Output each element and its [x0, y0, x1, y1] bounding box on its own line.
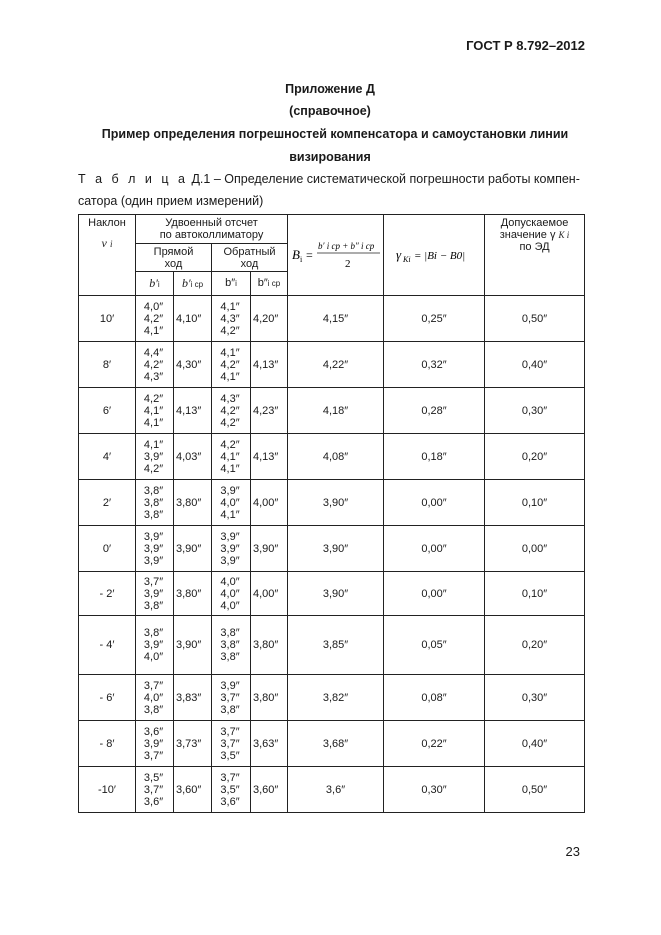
reading-value: 4,2″ [220, 324, 240, 337]
appendix-type: (справочное) [289, 104, 371, 118]
reading-value: 4,0″ [220, 587, 240, 600]
reading-value: 3,8″ [143, 703, 164, 716]
reading-value: 4,2″ [220, 416, 240, 429]
cell-direct-avg: 3,73″ [174, 721, 212, 767]
reading-value: 4,3″ [143, 370, 164, 383]
reading-value: 4,3″ [220, 312, 240, 325]
cell-gamma: 0,22″ [384, 721, 485, 767]
cell-gamma: 0,05″ [384, 616, 485, 675]
cell-reverse-readings [212, 388, 251, 434]
cell-B: 3,90″ [288, 526, 384, 572]
reading-value: 4,1″ [220, 346, 240, 359]
reading-value: 3,8″ [220, 639, 240, 651]
cell-gamma: 0,25″ [384, 296, 485, 342]
reading-value: 3,7″ [143, 749, 164, 762]
cell-direct-avg: 4,13″ [174, 388, 212, 434]
cell-slope: 10′ [79, 296, 136, 342]
reading-value: 3,9″ [143, 639, 164, 651]
reading-value: 3,9″ [143, 587, 164, 600]
reading-value: 4,1″ [220, 370, 240, 383]
svg-text:γ: γ [396, 247, 402, 262]
page-number: 23 [565, 844, 580, 859]
cell-reverse-readings [212, 616, 251, 675]
cell-reverse-readings [212, 675, 251, 721]
reading-value: 4,0″ [143, 651, 164, 663]
cell-allowed: 0,30″ [485, 675, 585, 721]
header-b-reverse-avg: b″i ср [251, 272, 288, 296]
formula-gamma-svg [386, 240, 482, 270]
cell-direct-readings [136, 296, 174, 342]
cell-reverse-avg: 3,80″ [251, 616, 288, 675]
table-row [79, 572, 585, 616]
svg-text:2: 2 [344, 258, 351, 270]
cell-direct-avg: 4,30″ [174, 342, 212, 388]
appendix-title: Приложение Д [285, 82, 375, 96]
cell-B: 3,90″ [288, 572, 384, 616]
reading-value: 4,0″ [143, 691, 164, 704]
reading-value: 4,1″ [143, 416, 164, 429]
cell-direct-readings [136, 572, 174, 616]
reading-value: 3,7″ [220, 691, 240, 704]
header-direct: Прямой ход [136, 244, 212, 272]
reading-value: 3,5″ [220, 749, 240, 762]
reading-value: 3,9″ [143, 450, 164, 463]
cell-B: 3,6″ [288, 767, 384, 813]
cell-gamma: 0,28″ [384, 388, 485, 434]
reading-value: 4,0″ [220, 496, 240, 509]
table-label: Т а б л и ц а [78, 172, 188, 186]
cell-direct-readings [136, 767, 174, 813]
cell-allowed: 0,50″ [485, 767, 585, 813]
reading-value: 3,8″ [220, 627, 240, 639]
reading-value: 3,7″ [220, 771, 240, 784]
reading-value: 4,2″ [143, 392, 164, 405]
cell-reverse-avg: 4,00″ [251, 480, 288, 526]
reading-value: 3,9″ [143, 542, 164, 555]
cell-allowed: 0,00″ [485, 526, 585, 572]
cell-slope: 8′ [79, 342, 136, 388]
cell-direct-avg: 4,03″ [174, 434, 212, 480]
header-formula-B [288, 215, 384, 296]
cell-reverse-readings [212, 526, 251, 572]
cell-B: 4,22″ [288, 342, 384, 388]
reading-value: 3,9″ [220, 530, 240, 543]
cell-allowed: 0,20″ [485, 616, 585, 675]
cell-reverse-avg: 4,23″ [251, 388, 288, 434]
reading-value: 4,2″ [220, 358, 240, 371]
reading-value: 3,7″ [143, 679, 164, 692]
cell-reverse-avg: 3,90″ [251, 526, 288, 572]
table-caption-line2: сатора (один прием измерений) [78, 194, 264, 208]
cell-gamma: 0,00″ [384, 526, 485, 572]
cell-allowed: 0,40″ [485, 342, 585, 388]
header-b-direct: b′i [136, 272, 174, 296]
cell-slope: 4′ [79, 434, 136, 480]
cell-B: 4,15″ [288, 296, 384, 342]
cell-direct-avg: 3,60″ [174, 767, 212, 813]
reading-value: 4,2″ [143, 462, 164, 475]
reading-value: 3,8″ [143, 627, 164, 639]
reading-value: 3,6″ [220, 795, 240, 808]
cell-direct-avg: 3,90″ [174, 526, 212, 572]
reading-value: 3,7″ [143, 575, 164, 588]
cell-reverse-readings [212, 296, 251, 342]
svg-text:i: i [299, 255, 302, 264]
table-row [79, 767, 585, 813]
reading-value: 3,9″ [220, 542, 240, 555]
cell-allowed: 0,40″ [485, 721, 585, 767]
header-formula-gamma [384, 215, 485, 296]
svg-text:Ki: Ki [403, 255, 411, 264]
cell-reverse-avg: 4,00″ [251, 572, 288, 616]
reading-value: 3,8″ [143, 599, 164, 612]
cell-allowed: 0,10″ [485, 572, 585, 616]
cell-reverse-avg: 4,13″ [251, 434, 288, 480]
table-caption-line1: Д.1 – Определение систематической погрешности работы компен- [191, 172, 580, 186]
reading-value: 3,8″ [220, 703, 240, 716]
table-row [79, 296, 585, 342]
reading-value: 4,2″ [143, 358, 164, 371]
cell-B: 3,68″ [288, 721, 384, 767]
cell-reverse-readings [212, 434, 251, 480]
reading-value: 4,4″ [143, 346, 164, 359]
cell-direct-readings [136, 526, 174, 572]
cell-slope: - 2′ [79, 572, 136, 616]
cell-reverse-readings [212, 767, 251, 813]
data-table [78, 214, 585, 813]
table-row [79, 721, 585, 767]
reading-value: 3,6″ [143, 795, 164, 808]
cell-gamma: 0,00″ [384, 480, 485, 526]
reading-value: 3,8″ [220, 651, 240, 663]
svg-text:=: = [305, 248, 313, 262]
reading-value: 4,2″ [220, 438, 240, 451]
reading-value: 4,1″ [220, 508, 240, 521]
cell-reverse-readings [212, 572, 251, 616]
reading-value: 4,1″ [143, 438, 164, 451]
cell-direct-readings [136, 342, 174, 388]
reading-value: 3,9″ [143, 530, 164, 543]
reading-value: 3,9″ [143, 554, 164, 567]
cell-direct-readings [136, 388, 174, 434]
cell-gamma: 0,32″ [384, 342, 485, 388]
cell-direct-readings [136, 434, 174, 480]
reading-value: 3,7″ [220, 737, 240, 750]
table-row [79, 675, 585, 721]
header-double-reading: Удвоенный отсчет по автоколлиматору [136, 215, 288, 244]
cell-direct-avg: 4,10″ [174, 296, 212, 342]
cell-direct-readings [136, 721, 174, 767]
cell-B: 4,18″ [288, 388, 384, 434]
cell-reverse-avg: 3,60″ [251, 767, 288, 813]
cell-B: 3,85″ [288, 616, 384, 675]
header-b-direct-avg: b′i ср [174, 272, 212, 296]
cell-direct-avg: 3,83″ [174, 675, 212, 721]
reading-value: 4,0″ [143, 300, 164, 313]
cell-reverse-avg: 3,80″ [251, 675, 288, 721]
cell-direct-avg: 3,80″ [174, 480, 212, 526]
table-row [79, 480, 585, 526]
reading-value: 4,1″ [220, 450, 240, 463]
table-row [79, 616, 585, 675]
cell-B: 4,08″ [288, 434, 384, 480]
cell-gamma: 0,08″ [384, 675, 485, 721]
cell-slope: - 6′ [79, 675, 136, 721]
reading-value: 3,6″ [143, 725, 164, 738]
table-caption [78, 168, 588, 212]
reading-value: 4,2″ [143, 312, 164, 325]
cell-slope: 0′ [79, 526, 136, 572]
reading-value: 3,5″ [143, 771, 164, 784]
reading-value: 3,8″ [143, 484, 164, 497]
cell-direct-readings [136, 480, 174, 526]
reading-value: 4,1″ [143, 324, 164, 337]
cell-reverse-readings [212, 721, 251, 767]
reading-value: 3,9″ [220, 484, 240, 497]
reading-value: 3,8″ [143, 508, 164, 521]
document-code: ГОСТ Р 8.792–2012 [466, 38, 585, 53]
cell-gamma: 0,18″ [384, 434, 485, 480]
reading-value: 3,9″ [143, 737, 164, 750]
section-title-line2: визирования [289, 150, 371, 164]
reading-value: 3,7″ [220, 725, 240, 738]
cell-B: 3,90″ [288, 480, 384, 526]
cell-reverse-avg: 3,63″ [251, 721, 288, 767]
cell-slope: 6′ [79, 388, 136, 434]
reading-value: 4,2″ [220, 404, 240, 417]
cell-gamma: 0,30″ [384, 767, 485, 813]
cell-direct-readings [136, 675, 174, 721]
cell-slope: - 4′ [79, 616, 136, 675]
reading-value: 4,1″ [220, 300, 240, 313]
reading-value: 4,1″ [220, 462, 240, 475]
table-row [79, 434, 585, 480]
cell-reverse-readings [212, 480, 251, 526]
cell-allowed: 0,10″ [485, 480, 585, 526]
cell-allowed: 0,50″ [485, 296, 585, 342]
header-slope: Наклон ν i [79, 215, 136, 296]
table-body [79, 296, 585, 813]
reading-value: 3,8″ [143, 496, 164, 509]
reading-value: 3,5″ [220, 783, 240, 796]
formula-B-svg [290, 229, 382, 281]
reading-value: 4,0″ [220, 599, 240, 612]
header-b-reverse: b″i [212, 272, 251, 296]
svg-text:= |Bi − B0|: = |Bi − B0| [414, 250, 466, 262]
cell-reverse-avg: 4,13″ [251, 342, 288, 388]
section-title-line1: Пример определения погрешностей компенсатора и самоустановки линии [101, 127, 569, 141]
cell-direct-avg: 3,80″ [174, 572, 212, 616]
cell-slope: 2′ [79, 480, 136, 526]
table-header [79, 215, 585, 296]
cell-allowed: 0,30″ [485, 388, 585, 434]
reading-value: 3,9″ [220, 679, 240, 692]
cell-allowed: 0,20″ [485, 434, 585, 480]
header-allowed: Допускаемое значение γ К i по ЭД [485, 215, 585, 296]
table-row [79, 388, 585, 434]
cell-reverse-avg: 4,20″ [251, 296, 288, 342]
svg-text:B: B [291, 247, 300, 262]
cell-slope: -10′ [79, 767, 136, 813]
reading-value: 4,0″ [220, 575, 240, 588]
svg-text:b′ i ср + b″ i ср: b′ i ср + b″ i ср [317, 241, 374, 251]
header-reverse: Обратный ход [212, 244, 288, 272]
reading-value: 4,1″ [143, 404, 164, 417]
reading-value: 3,9″ [220, 554, 240, 567]
cell-B: 3,82″ [288, 675, 384, 721]
table-row [79, 526, 585, 572]
cell-direct-avg: 3,90″ [174, 616, 212, 675]
cell-reverse-readings [212, 342, 251, 388]
reading-value: 4,3″ [220, 392, 240, 405]
reading-value: 3,7″ [143, 783, 164, 796]
table-row [79, 342, 585, 388]
cell-direct-readings [136, 616, 174, 675]
cell-slope: - 8′ [79, 721, 136, 767]
cell-gamma: 0,00″ [384, 572, 485, 616]
